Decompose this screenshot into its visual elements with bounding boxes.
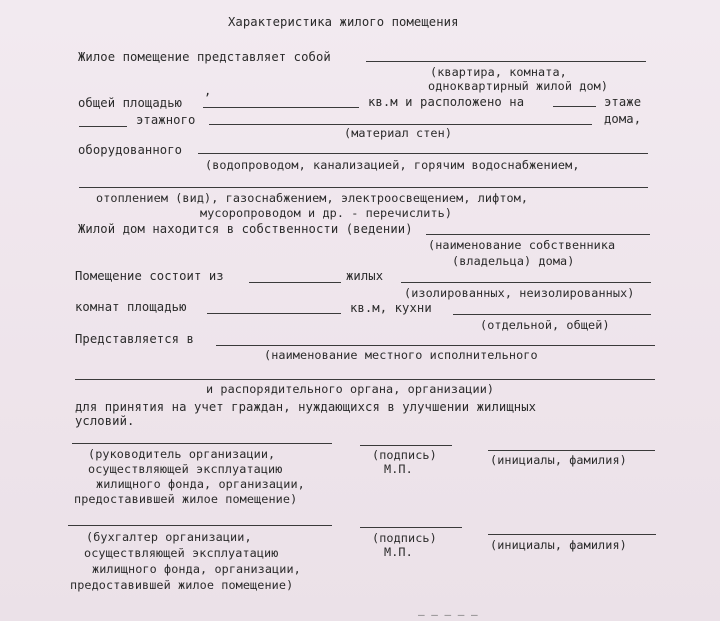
authority-caption-1: (наименование местного исполнительного <box>264 348 538 362</box>
wall-material-caption: (материал стен) <box>344 126 453 140</box>
dwelling-type-caption-1: (квартира, комната, <box>430 65 567 79</box>
dwelling-type-caption-2: одноквартирный жилой дом) <box>428 79 609 93</box>
submitted-to-label: Представляется в <box>75 332 194 346</box>
accountant-role-3: жилищного фонда, организации, <box>92 562 301 576</box>
authority-line-1 <box>216 345 655 346</box>
accountant-initials-line <box>488 534 656 535</box>
equipment-line-1 <box>198 153 648 154</box>
head-initials-caption: (инициалы, фамилия) <box>490 453 627 467</box>
accountant-seal-mark: М.П. <box>384 545 413 559</box>
total-area-label: общей площадью <box>78 96 183 110</box>
dwelling-type-label: Жилое помещение представляет собой <box>78 50 331 64</box>
accountant-signature-caption: (подпись) <box>372 531 437 545</box>
floor-label: этаже <box>604 95 642 109</box>
house-label: дома, <box>604 112 642 126</box>
equipment-label: оборудованного <box>78 143 183 157</box>
accountant-role-2: осуществляющей эксплуатацию <box>84 546 279 560</box>
kitchen-label: кв.м, кухни <box>350 301 432 315</box>
living-label: жилых <box>346 269 384 283</box>
authority-caption-2: и распорядительного органа, организации) <box>206 382 495 396</box>
head-role-4: предоставившей жилое помещение) <box>74 492 298 506</box>
owner-caption-1: (наименование собственника <box>428 238 616 252</box>
kitchen-type-line <box>453 314 651 315</box>
kitchen-caption: (отдельной, общей) <box>480 318 610 332</box>
isolation-caption: (изолированных, неизолированных) <box>404 286 635 300</box>
wall-material-line <box>209 124 592 125</box>
head-seal-mark: М.П. <box>384 462 413 476</box>
area-location-text: кв.м и расположено на <box>368 95 525 109</box>
equipment-line-2 <box>79 187 648 188</box>
equipment-caption-2: отоплением (вид), газоснабжением, электроосвещением, лифтом, <box>96 191 529 205</box>
head-signature-line <box>360 445 452 446</box>
owner-name-line <box>426 234 650 235</box>
dwelling-type-line <box>366 61 646 62</box>
authority-line-2 <box>75 379 655 380</box>
accountant-signature-name-line <box>68 525 332 526</box>
storey-count-line <box>79 126 127 127</box>
storey-label: этажного <box>136 113 196 127</box>
rooms-label: Помещение состоит из <box>75 269 224 283</box>
document-title: Характеристика жилого помещения <box>228 15 459 29</box>
isolation-line <box>401 282 651 283</box>
accountant-role-4: предоставившей жилое помещение) <box>70 578 294 592</box>
comma-mark: , <box>204 84 212 98</box>
head-role-1: (руководитель организации, <box>88 447 276 461</box>
equipment-caption-3: мусоропроводом и др. - перечислить) <box>200 206 453 220</box>
bottom-cut-fragment: — — — — — <box>418 608 478 621</box>
purpose-text-2: условий. <box>75 414 135 428</box>
head-role-3: жилищного фонда, организации, <box>96 477 305 491</box>
accountant-initials-caption: (инициалы, фамилия) <box>490 538 627 552</box>
owner-caption-2: (владельца) дома) <box>452 254 575 268</box>
head-signature-caption: (подпись) <box>372 448 437 462</box>
floor-number-line <box>553 106 596 107</box>
head-role-2: осуществляющей эксплуатацию <box>88 462 283 476</box>
head-signature-name-line <box>72 443 332 444</box>
ownership-label: Жилой дом находится в собственности (ведении) <box>78 222 413 236</box>
rooms-count-line <box>249 282 341 283</box>
purpose-text-1: для принятия на учет граждан, нуждающихся в улучшении жилищных <box>75 400 537 414</box>
accountant-signature-line <box>360 527 462 528</box>
head-initials-line <box>488 450 655 451</box>
total-area-line <box>203 107 359 108</box>
equipment-caption-1: (водопроводом, канализацией, горячим водоснабжением, <box>205 158 580 172</box>
accountant-role-1: (бухгалтер организации, <box>86 530 252 544</box>
room-area-label: комнат площадью <box>75 300 187 314</box>
room-area-line <box>207 313 341 314</box>
